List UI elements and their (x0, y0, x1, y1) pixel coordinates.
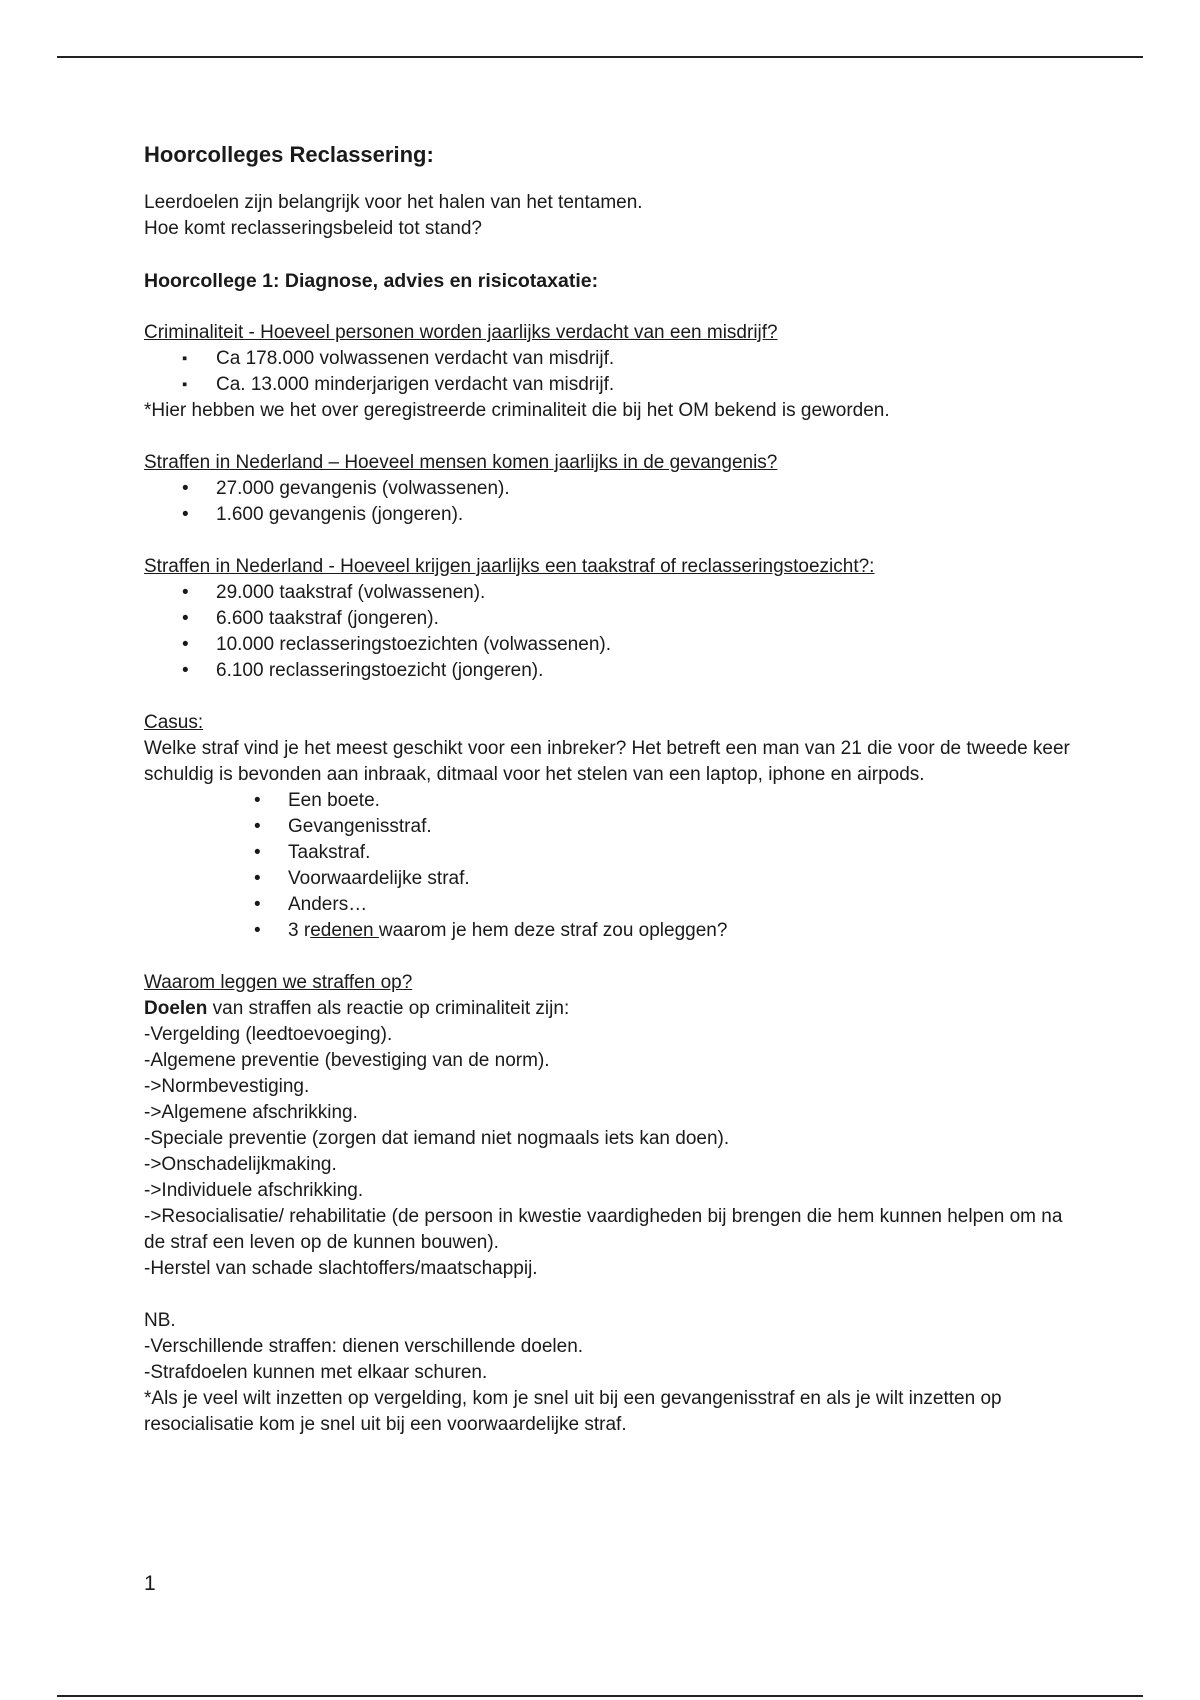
page-number: 1 (144, 1572, 156, 1595)
casus-options (144, 788, 1084, 944)
list-item: • 29.000 taakstraf (volwassenen). (144, 580, 1084, 606)
list-item: • 27.000 gevangenis (volwassenen). (144, 476, 1084, 502)
goal-line: ->Onschadelijkmaking. (144, 1154, 337, 1175)
goal-line: -Vergelding (leedtoevoeging). (144, 1024, 393, 1045)
goal-line: ->Individuele afschrikking. (144, 1180, 364, 1201)
crime-note: *Hier hebben we het over geregistreerde criminaliteit die bij het OM bekend is geworden. (144, 400, 890, 421)
list-item: • Een boete. (144, 788, 1084, 814)
intro-line: Hoe komt reclasseringsbeleid tot stand? (144, 218, 482, 239)
list-item: • Anders… (144, 892, 1084, 918)
section-heading-casus: Casus: (144, 712, 204, 733)
goal-line: -Herstel van schade slachtoffers/maatschappij. (144, 1258, 538, 1279)
list-item: • 6.100 reclasseringstoezicht (jongeren). (144, 658, 1084, 684)
list-item: • 1.600 gevangenis (jongeren). (144, 502, 1084, 528)
section-heading-prison: Straffen in Nederland – Hoeveel mensen komen jaarlijks in de gevangenis? (144, 452, 778, 473)
reasons-text-post: waarom je hem deze straf zou opleggen? (378, 920, 728, 941)
section-heading-crime: Criminaliteit - Hoeveel personen worden jaarlijks verdacht van een misdrijf? (144, 322, 778, 343)
goal-line: ->Algemene afschrikking. (144, 1102, 358, 1123)
list-item: • 6.600 taakstraf (jongeren). (144, 606, 1084, 632)
reasons-text-underlined: edenen (310, 920, 379, 941)
nb-line: *Als je veel wilt inzetten op vergelding, kom je snel uit bij een gevangenisstraf en als je wilt inzetten op resocialisatie kom je snel uit bij een voorwaardelijke straf. (144, 1388, 1002, 1435)
footer-rule (57, 1695, 1143, 1697)
crime-list (144, 346, 1084, 398)
list-item: • Voorwaardelijke straf. (144, 866, 1084, 892)
goal-line: ->Normbevestiging. (144, 1076, 310, 1097)
prison-list (144, 476, 1084, 528)
document-title: Hoorcolleges Reclassering: (144, 142, 434, 167)
community-list (144, 580, 1084, 684)
lecture-title: Hoorcollege 1: Diagnose, advies en risicotaxatie: (144, 270, 599, 292)
section-heading-community: Straffen in Nederland - Hoeveel krijgen jaarlijks een taakstraf of reclasseringstoezicht?: (144, 556, 875, 577)
nb-heading: NB. (144, 1310, 176, 1331)
goal-line: ->Resocialisatie/ rehabilitatie (de persoon in kwestie vaardigheden bij brengen die hem kunnen helpen om na de straf een leven op de kunnen bouwen). (144, 1206, 1063, 1253)
list-item: ▪ Ca 178.000 volwassenen verdacht van misdrijf. (144, 346, 1084, 372)
list-item: • Taakstraf. (144, 840, 1084, 866)
list-item (144, 918, 1084, 944)
intro-line: Leerdoelen zijn belangrijk voor het halen van het tentamen. (144, 192, 643, 213)
goals-lead-rest: van straffen als reactie op criminaliteit zijn: (207, 998, 570, 1019)
goal-line: -Speciale preventie (zorgen dat iemand niet nogmaals iets kan doen). (144, 1128, 730, 1149)
goals-lead-bold: Doelen (144, 998, 208, 1019)
goal-line: -Algemene preventie (bevestiging van de norm). (144, 1050, 550, 1071)
nb-line: -Verschillende straffen: dienen verschillende doelen. (144, 1336, 584, 1357)
list-item: • Gevangenisstraf. (144, 814, 1084, 840)
casus-text: Welke straf vind je het meest geschikt voor een inbreker? Het betreft een man van 21 die voor de tweede keer schuldig is bevonden aan inbraak, ditmaal voor het stelen van een laptop, iphone en airpods. (144, 738, 1070, 785)
section-heading-goals: Waarom leggen we straffen op? (144, 972, 413, 993)
list-item: • 10.000 reclasseringstoezichten (volwassenen). (144, 632, 1084, 658)
nb-line: -Strafdoelen kunnen met elkaar schuren. (144, 1362, 488, 1383)
document-body (144, 140, 1084, 1438)
goals-lead (144, 996, 1084, 1022)
list-item: ▪ Ca. 13.000 minderjarigen verdacht van misdrijf. (144, 372, 1084, 398)
header-rule (57, 56, 1143, 58)
reasons-text-pre: 3 r (288, 920, 311, 941)
